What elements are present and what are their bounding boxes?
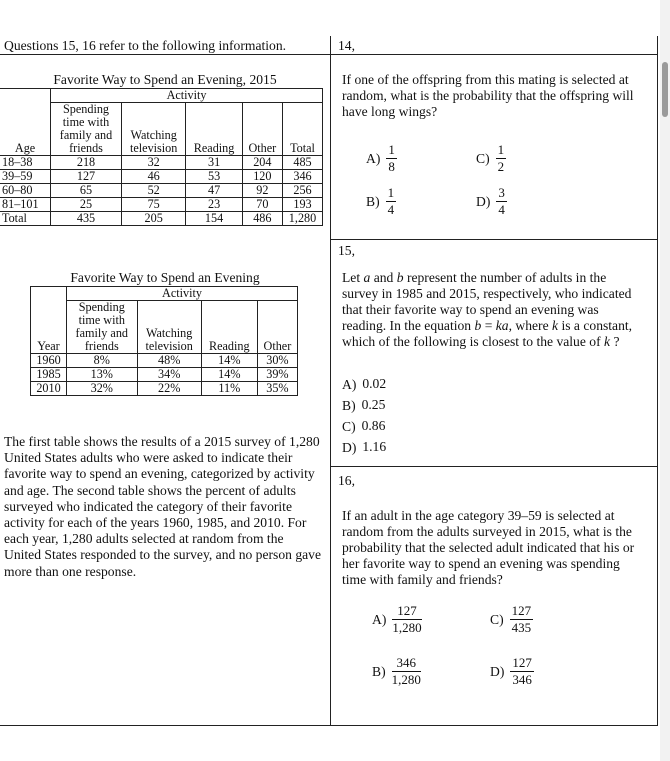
- table1-col-header-line: Other: [248, 141, 277, 155]
- table2-row: [31, 368, 298, 382]
- page-bottom-rule: [0, 725, 658, 726]
- table1-row: [0, 198, 323, 212]
- table1-age-cell: 60–80: [0, 184, 51, 198]
- choice-label: D): [490, 663, 505, 679]
- denominator: 435: [511, 620, 532, 635]
- q15-choice-c[interactable]: [342, 418, 385, 435]
- fraction: [386, 186, 397, 217]
- table1-cell: 204: [242, 156, 282, 170]
- table2-col-header-line: family and: [75, 326, 129, 340]
- table1-cell: 25: [51, 198, 122, 212]
- fraction: [392, 604, 421, 635]
- table1-row: [0, 156, 323, 170]
- text-run: Let: [342, 270, 364, 285]
- q15-text: [342, 270, 642, 350]
- table1-col-header: [51, 103, 122, 156]
- table1-col-header-line: Reading: [193, 141, 235, 155]
- table1-col-header: [242, 103, 282, 156]
- fraction: [510, 604, 534, 635]
- info-paragraph: The first table shows the results of a 2015 survey of 1,280 United States adults who were asked to indicate their favorite way to spend an evening, categorized by activity and age. The second table shows the percent of adults surveyed who indicated the category of their favorite activity for each of the years 1960, 1985, and 2010. For each year, 1,280 adults selected at random from the United States responded to the survey, and no person gave more than one response.: [4, 434, 321, 579]
- text-run: is a constant, which of the following is closest to the value of: [342, 318, 633, 349]
- table1-cell: 486: [242, 212, 282, 226]
- denominator: 8: [388, 159, 395, 174]
- table1-cell: 47: [186, 184, 242, 198]
- table1-col-header-line: Spending: [62, 102, 110, 116]
- text-run: and: [370, 270, 397, 285]
- right-border: [657, 36, 658, 726]
- table1-age-cell: Total: [0, 212, 51, 226]
- table1-col-header: [121, 103, 186, 156]
- table1-age-header: Age: [0, 89, 51, 156]
- table1-cell: 52: [121, 184, 186, 198]
- table1-col-header-line: Watching: [130, 128, 177, 142]
- table1-age-cell: 81–101: [0, 198, 51, 212]
- table1-cell: 205: [121, 212, 186, 226]
- table1-col-header: [186, 103, 242, 156]
- table2-cell: 35%: [257, 382, 297, 396]
- table1-row: [0, 170, 323, 184]
- table1-cell: 31: [186, 156, 242, 170]
- q16-text: If an adult in the age category 39–59 is selected at random from the adults surveyed in 2015, what is the probability that the selected adult indicated that his or her favorite way to spend an evening was spending time with family and friends?: [342, 508, 635, 587]
- math-variable: b: [474, 318, 482, 333]
- q14-choice-a[interactable]: [366, 143, 397, 174]
- q14-choice-b[interactable]: [366, 186, 396, 217]
- denominator: 1,280: [392, 620, 422, 635]
- table2-row: [31, 354, 298, 368]
- table1-title: Favorite Way to Spend an Evening, 2015: [53, 72, 277, 87]
- table2-col-header: [67, 301, 138, 354]
- table2-col-header-line: Other: [263, 339, 292, 353]
- q14-choice-c[interactable]: [476, 143, 506, 174]
- choice-label: C): [490, 611, 504, 627]
- table1-cell: 346: [283, 170, 323, 184]
- q15-choice-a[interactable]: [342, 376, 386, 393]
- scrollbar-thumb[interactable]: [662, 62, 668, 117]
- passage-header: Questions 15, 16 refer to the following information.: [4, 38, 287, 53]
- table2-title: Favorite Way to Spend an Evening: [70, 270, 260, 285]
- table1-cell: 53: [186, 170, 242, 184]
- choice-value: 0.02: [362, 376, 387, 391]
- table2-col-header-line: friends: [84, 339, 119, 353]
- q16-number: 16,: [338, 473, 355, 488]
- table1-activity-header: Activity: [51, 89, 323, 103]
- choice-label: D): [342, 439, 357, 455]
- choice-label: A): [372, 611, 387, 627]
- table2-activity-header: Activity: [67, 287, 298, 301]
- header-rule: [0, 54, 658, 55]
- table1-col-header-line: friends: [69, 141, 103, 155]
- numerator: 346: [392, 656, 421, 672]
- choice-label: A): [366, 150, 381, 166]
- fraction: [496, 186, 507, 217]
- table1-cell: 65: [51, 184, 122, 198]
- choice-label: C): [342, 418, 356, 434]
- table1-cell: 193: [283, 198, 323, 212]
- numerator: 1: [387, 185, 395, 200]
- numerator: 1: [388, 142, 395, 157]
- table2-cell: 11%: [201, 382, 257, 396]
- table1-cell: 46: [121, 170, 186, 184]
- choice-value: 0.86: [361, 418, 386, 433]
- table2-cell: 22%: [137, 382, 201, 396]
- choice-label: B): [342, 397, 356, 413]
- q16-choice-b[interactable]: [372, 656, 421, 687]
- table1-cell: 154: [186, 212, 242, 226]
- table1-col-header-line: Total: [290, 141, 315, 155]
- q15-choice-b[interactable]: [342, 397, 385, 414]
- math-variable: k: [552, 318, 559, 333]
- q16-choice-c[interactable]: [490, 604, 533, 635]
- math-variable: b: [396, 270, 404, 285]
- table2-cell: 14%: [201, 368, 257, 382]
- table1-age-cell: 18–38: [0, 156, 51, 170]
- choice-label: A): [342, 376, 357, 392]
- q15-bottom-rule: [330, 466, 658, 467]
- q16-choice-a[interactable]: [372, 604, 422, 635]
- table2-col-header-line: television: [145, 339, 193, 353]
- table2-col-header-line: Spending: [78, 300, 125, 314]
- table2-col-header-line: time with: [78, 313, 125, 327]
- table1: [0, 88, 323, 226]
- table1-cell: 23: [186, 198, 242, 212]
- math-variable: k: [604, 334, 611, 349]
- q14-bottom-rule: [330, 239, 658, 240]
- table2-col-header: [201, 301, 257, 354]
- q16-choice-d[interactable]: [490, 656, 534, 687]
- q14-text: If one of the offspring from this mating is selected at random, what is the probability that the offspring will have long wings?: [342, 72, 634, 119]
- table1-cell: 92: [242, 184, 282, 198]
- table2-cell: 8%: [67, 354, 138, 368]
- table1-cell: 435: [51, 212, 122, 226]
- table1-col-header-line: family and: [59, 128, 113, 142]
- denominator: 346: [512, 672, 532, 687]
- denominator: 4: [387, 202, 395, 217]
- text-run: , where: [508, 318, 553, 333]
- q15-choice-d[interactable]: [342, 439, 386, 456]
- table1-cell: 1,280: [283, 212, 323, 226]
- table2-cell: 34%: [137, 368, 201, 382]
- fraction: [510, 656, 534, 687]
- denominator: 1,280: [391, 672, 421, 687]
- table1-row: [0, 184, 323, 198]
- column-divider: [330, 36, 331, 726]
- table1-col-header: [283, 103, 323, 156]
- denominator: 2: [497, 159, 505, 174]
- table1-cell: 485: [283, 156, 323, 170]
- choice-label: D): [476, 193, 491, 209]
- numerator: 127: [511, 603, 532, 618]
- choice-value: 1.16: [362, 439, 387, 454]
- denominator: 4: [498, 202, 505, 217]
- table1-cell: 32: [121, 156, 186, 170]
- q14-number: 14,: [338, 38, 355, 53]
- table1-row: [0, 212, 323, 226]
- table1-col-header-line: television: [129, 141, 178, 155]
- table1-age-cell: 39–59: [0, 170, 51, 184]
- numerator: 127: [392, 604, 421, 620]
- table2-year-cell: 1985: [31, 368, 67, 382]
- choice-label: C): [476, 150, 490, 166]
- table1-cell: 75: [121, 198, 186, 212]
- math-variable: ka: [495, 318, 509, 333]
- table2-col-header: [137, 301, 201, 354]
- table2-cell: 39%: [257, 368, 297, 382]
- table1-cell: 127: [51, 170, 122, 184]
- vertical-scrollbar[interactable]: [660, 0, 670, 761]
- table2-year-cell: 2010: [31, 382, 67, 396]
- numerator: 3: [498, 185, 505, 200]
- table2-col-header-line: Watching: [145, 326, 193, 340]
- choice-label: B): [372, 663, 386, 679]
- fraction: [496, 143, 507, 174]
- table2: [30, 286, 298, 396]
- table2-col-header: [257, 301, 297, 354]
- table2-cell: 13%: [67, 368, 138, 382]
- numerator: 127: [512, 655, 532, 670]
- table1-cell: 120: [242, 170, 282, 184]
- choice-value: 0.25: [361, 397, 386, 412]
- table1-col-header-line: time with: [62, 115, 110, 129]
- fraction: [392, 656, 421, 687]
- q14-choice-d[interactable]: [476, 186, 507, 217]
- table1-cell: 70: [242, 198, 282, 212]
- table2-cell: 32%: [67, 382, 138, 396]
- fraction: [386, 143, 397, 174]
- text-run: =: [481, 318, 496, 333]
- text-run: represent the number of adults in the survey in 1985 and 2015, respectively, who indicated that their favorite way to spend an evening was reading. In the equation: [342, 270, 632, 333]
- table2-year-cell: 1960: [31, 354, 67, 368]
- table2-cell: 48%: [137, 354, 201, 368]
- table2-col-header-line: Reading: [208, 339, 250, 353]
- numerator: 1: [497, 142, 505, 157]
- table1-cell: 218: [51, 156, 122, 170]
- table2-cell: 30%: [257, 354, 297, 368]
- choice-label: B): [366, 193, 380, 209]
- table2-year-header: Year: [31, 287, 67, 354]
- text-run: ?: [610, 334, 620, 349]
- table2-cell: 14%: [201, 354, 257, 368]
- table1-cell: 256: [283, 184, 323, 198]
- math-variable: a: [363, 270, 371, 285]
- q15-number: 15,: [338, 243, 355, 258]
- table2-row: [31, 382, 298, 396]
